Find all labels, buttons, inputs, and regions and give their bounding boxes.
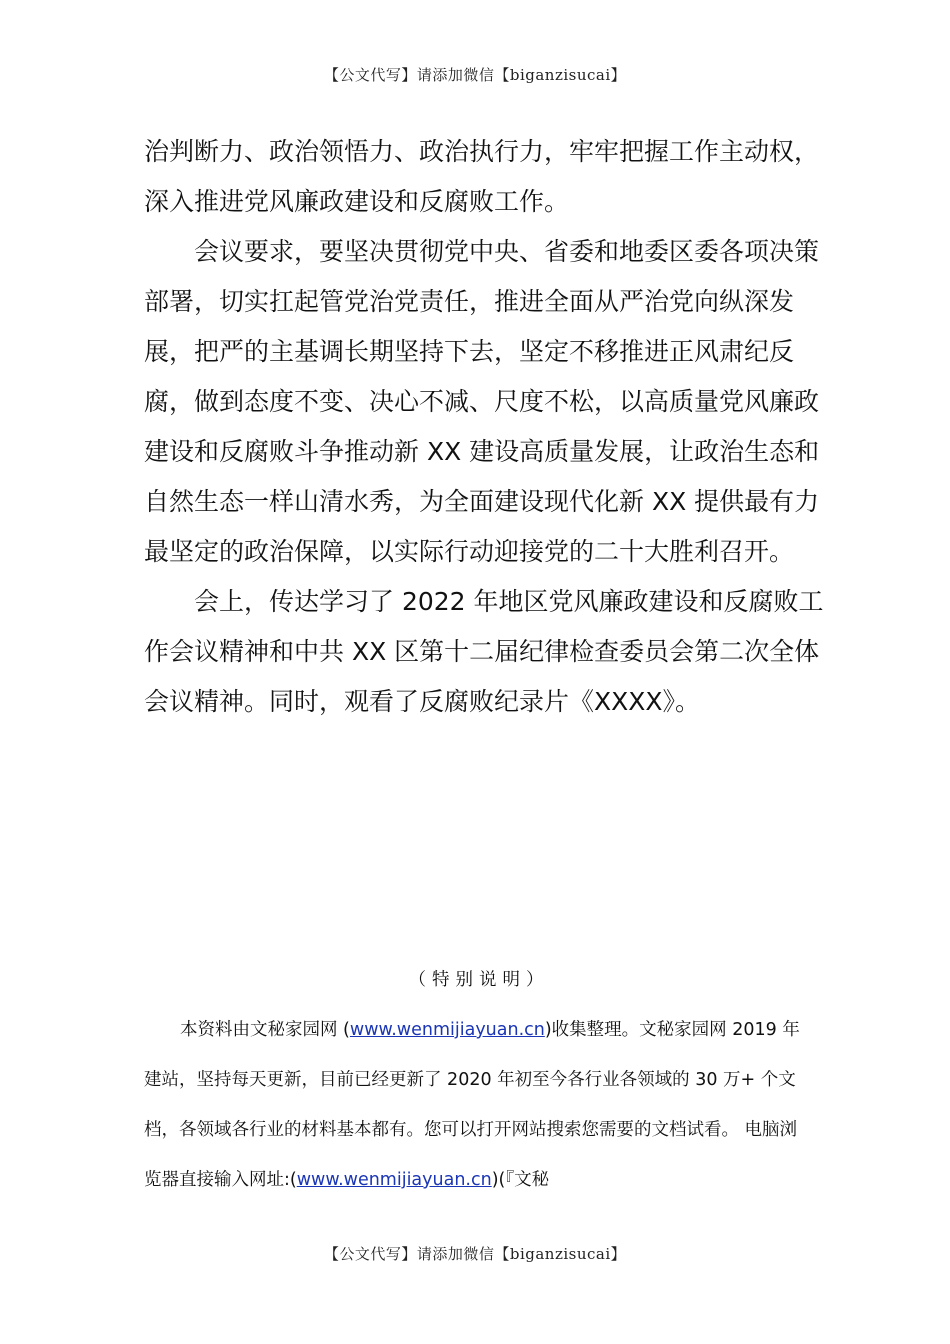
paragraph-meeting-requirements: 会议要求，要坚决贯彻党中央、省委和地委区委各项决策部署，切实扛起管党治党责任，推进全面从严治党向纵深发展，把严的主基调长期坚持下去，坚定不移推进正风肃纪反腐，做到态度不变、决心不减、尺度不松，以高质量党风廉政建设和反腐败斗争推动新 XX 建设高质量发展，让政治生态和自然生态一样山清水秀，为全面建设现代化新 XX 提供最有力最坚定的政治保障，以实际行动迎接党的二十大胜利召开。 [144, 237, 820, 566]
notice-body [144, 1005, 814, 1205]
special-notice [144, 955, 814, 1205]
website-link[interactable]: www.wenmijiayuan.cn [349, 1020, 545, 1040]
website-link-2[interactable]: www.wenmijiayuan.cn [296, 1170, 492, 1190]
notice-text-3: )(『文秘 [491, 1170, 550, 1190]
paragraph-meeting-activities: 会上，传达学习了 2022 年地区党风廉政建设和反腐败工作会议精神和中共 XX 区第十二届纪律检查委员会第二次全体会议精神。同时，观看了反腐败纪录片《XXXX》。 [144, 587, 824, 716]
notice-text-2: )收集整理。文秘家园网 2019 年建站，坚持每天更新，目前已经更新了 2020 年初至今各行业各领域的 30 万+ 个文档，各领域各行业的材料基本都有。您可以打开网站搜索您需要的文档试看。 电脑浏览器直接输入网址:( [144, 1020, 800, 1190]
page-footer-watermark: 【公文代写】请添加微信【biganzisucai】 [323, 1245, 627, 1263]
notice-text-1: 本资料由文秘家园网 ( [180, 1020, 350, 1040]
document-body [144, 127, 834, 727]
notice-title: （特别说明） [408, 970, 550, 990]
page-header-watermark: 【公文代写】请添加微信【biganzisucai】 [323, 66, 627, 84]
paragraph-continuation: 治判断力、政治领悟力、政治执行力，牢牢把握工作主动权，深入推进党风廉政建设和反腐败工作。 [144, 137, 820, 216]
